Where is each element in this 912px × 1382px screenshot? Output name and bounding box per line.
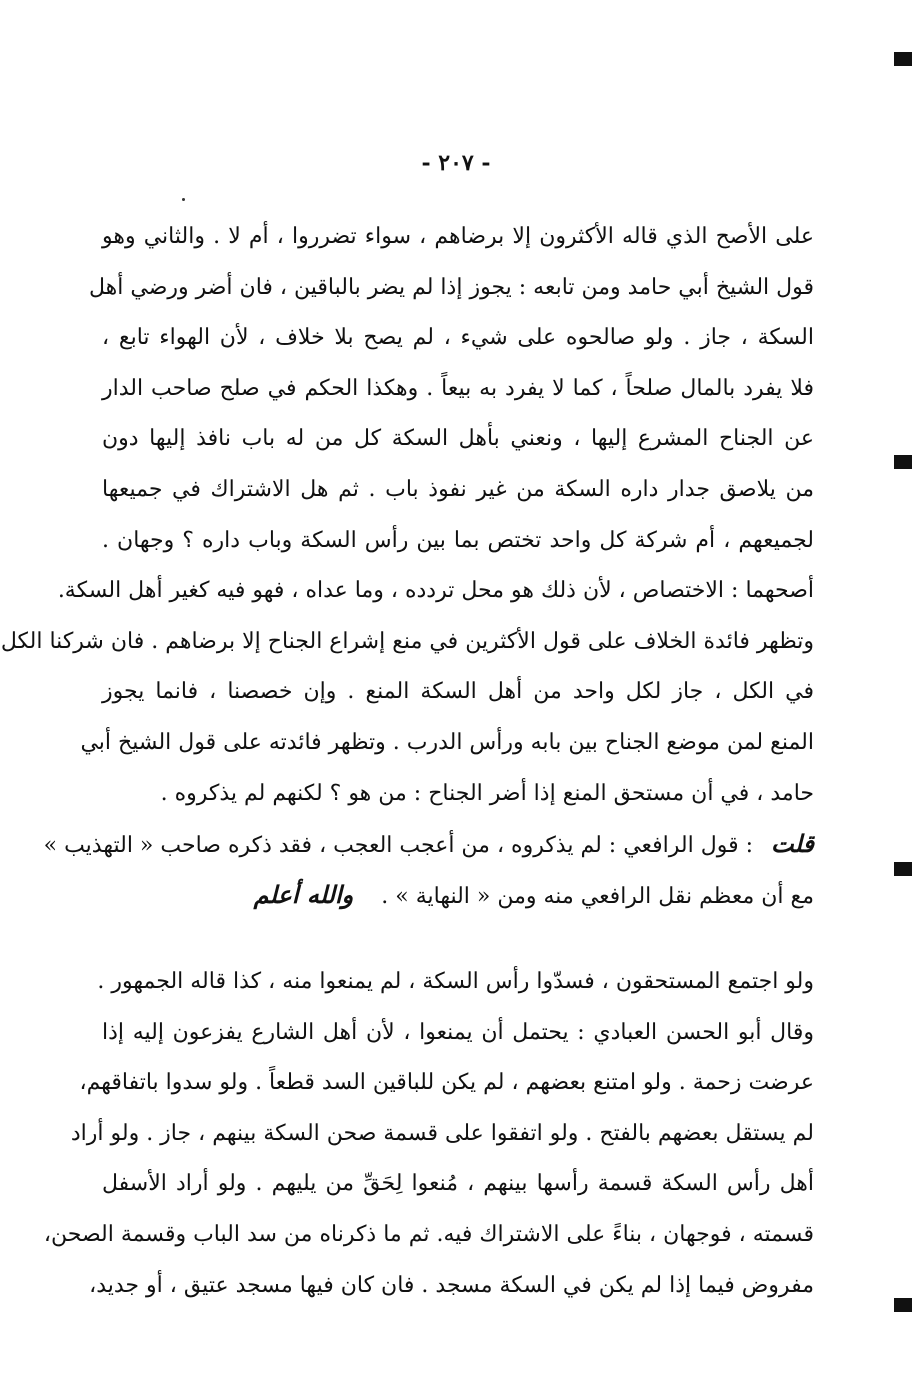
text-line: من يلاصق جدار داره السكة من غير نفوذ باب . ثم هل الاشتراك في جميعها	[102, 476, 814, 502]
scan-edge-mark	[894, 862, 912, 876]
text-line: أهل رأس السكة قسمة رأسها بينهم ، مُنعوا لِحَقِّ من يليهم . ولو أراد الأسفل	[102, 1171, 814, 1197]
qult-label: قلت	[771, 829, 814, 859]
text-line: في الكل ، جاز لكل واحد من أهل السكة المنع . وإن خصصنا ، فانما يجوز	[102, 679, 814, 705]
text-line: عرضت زحمة . ولو امتنع بعضهم ، لم يكن للباقين السد قطعاً . ولو سدوا باتفاقهم،	[79, 1070, 814, 1096]
text-line: عن الجناح المشرع إليها ، ونعني بأهل السكة كل من له باب نافذ إليها دون	[102, 426, 814, 452]
text-line: على الأصح الذي قاله الأكثرون إلا برضاهم ، سواء تضرروا ، أم لا . والثاني وهو	[102, 224, 814, 249]
text-line: ولو اجتمع المستحقون ، فسدّوا رأس السكة ، لم يمنعوا منه ، كذا قاله الجمهور .	[97, 969, 814, 994]
closing-phrase: والله أعلم	[253, 879, 354, 909]
text-line: لم يستقل بعضهم بالفتح . ولو اتفقوا على قسمة صحن السكة بينهم ، جاز . ولو أراد	[70, 1120, 814, 1146]
qult-line	[43, 819, 814, 870]
text-line: لجميعهم ، أم شركة كل واحد تختص بما بين رأس السكة وباب داره ؟ وجهان .	[102, 527, 814, 553]
text-line: قول الشيخ أبي حامد ومن تابعه : يجوز إذا لم يضر بالباقين ، فان أضر ورضي أهل	[88, 274, 814, 300]
text-line: قسمته ، فوجهان ، بناءً على الاشتراك فيه. ثم ما ذكرناه من سد الباب وقسمة الصحن،	[43, 1221, 814, 1247]
text-line: السكة ، جاز . ولو صالحوه على شيء ، لم يصح بلا خلاف ، لأن الهواء تابع ،	[102, 325, 814, 351]
text-line: وتظهر فائدة الخلاف على قول الأكثرين في منع إشراع الجناح إلا برضاهم . فان شركنا الكل	[0, 628, 814, 654]
qult-text: : قول الرافعي : لم يذكروه ، من أعجب العجب ، فقد ذكره صاحب « التهذيب »	[43, 833, 754, 859]
final-line	[102, 870, 814, 921]
text-line: حامد ، في أن مستحق المنع إذا أضر الجناح : من هو ؟ لكنهم لم يذكروه .	[160, 780, 814, 806]
text-line: وقال أبو الحسن العبادي : يحتمل أن يمنعوا ، لأن أهل الشارع يفزعون إليه إذا	[102, 1019, 814, 1045]
text-line: المنع لمن موضع الجناح بين بابه ورأس الدرب . وتظهر فائدته على قول الشيخ أبي	[80, 729, 814, 755]
page-number: - ٢٠٧ -	[421, 150, 491, 176]
paragraph-1	[0, 212, 814, 920]
scan-edge-mark	[894, 455, 912, 469]
text-line: أصحهما : الاختصاص ، لأن ذلك هو محل تردده ، وما عداه ، فهو فيه كغير أهل السكة.	[57, 578, 814, 604]
ink-speck	[182, 198, 185, 201]
text-line: فلا يفرد بالمال صلحاً ، كما لا يفرد به بيعاً . وهكذا الحكم في صلح صاحب الدار	[102, 375, 814, 401]
text-line: مفروض فيما إذا لم يكن في السكة مسجد . فان كان فيها مسجد عتيق ، أو جديد،	[89, 1272, 814, 1298]
paragraph-2	[43, 957, 814, 1311]
scan-edge-mark	[894, 52, 912, 66]
scan-edge-mark	[894, 1298, 912, 1312]
final-text: مع أن معظم نقل الرافعي منه ومن « النهاية » .	[381, 883, 814, 909]
